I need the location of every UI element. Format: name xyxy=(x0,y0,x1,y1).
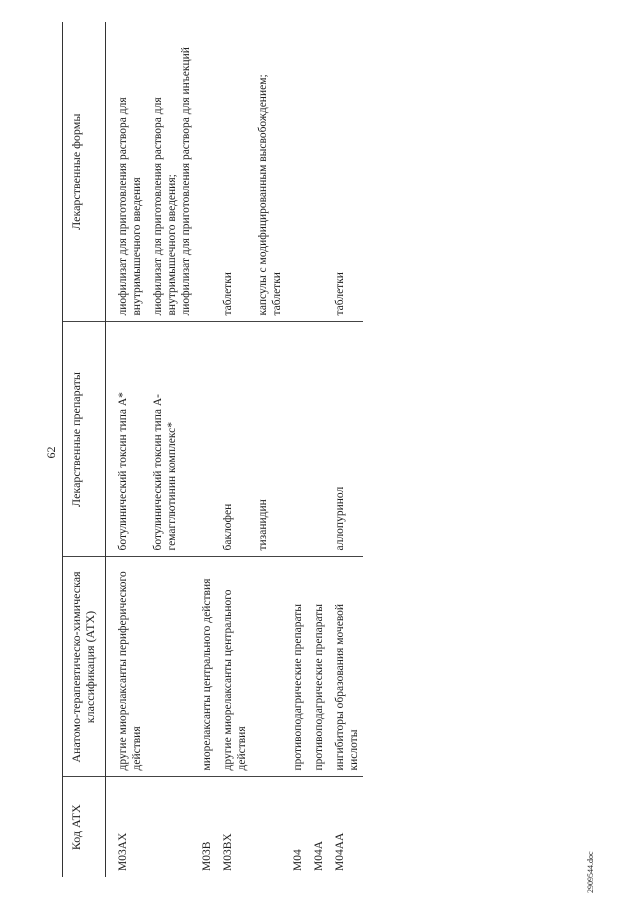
classification-cell: другие миорелаксанты центрального действия xyxy=(216,557,251,777)
atc-table xyxy=(62,22,363,877)
forms-cell xyxy=(251,22,286,322)
table-row xyxy=(251,22,286,877)
page-number: 62 xyxy=(44,446,58,459)
classification-cell: противоподагрические препараты xyxy=(286,557,307,777)
dosage-form: лиофилизат для приготовления раствора для внутримышечного введения; xyxy=(152,97,178,316)
code-cell: M03BX xyxy=(222,833,234,871)
document-file-id: 2909544.doc xyxy=(586,851,595,893)
classification-cell: противоподагрические препараты xyxy=(307,557,328,777)
classification-cell xyxy=(146,557,195,777)
forms-cell xyxy=(216,22,251,322)
code-cell: M03B xyxy=(201,841,213,871)
table-row xyxy=(106,22,147,877)
table-header-row xyxy=(63,22,106,877)
drug-cell: баклофен xyxy=(216,322,251,557)
code-cell: M03AX xyxy=(117,832,129,871)
forms-cell xyxy=(286,22,307,322)
dosage-form: капсулы с модифицированным высвобождением; xyxy=(257,74,269,316)
code-cell xyxy=(146,777,195,877)
dosage-form: таблетки xyxy=(222,272,234,316)
classification-cell: другие миорелаксанты периферического действия xyxy=(106,557,147,777)
forms-cell xyxy=(146,22,195,322)
table-row xyxy=(216,22,251,877)
header-classification: Анатомо-терапевтическо-химическая классификация (АТХ) xyxy=(63,557,106,777)
code-cell: M04AA xyxy=(334,832,346,871)
drug-cell xyxy=(307,322,328,557)
classification-cell: ингибиторы образования мочевой кислоты xyxy=(328,557,363,777)
drug-cell: аллопуринол xyxy=(328,322,363,557)
forms-cell xyxy=(307,22,328,322)
dosage-form: таблетки xyxy=(334,272,346,316)
code-cell: M04A xyxy=(313,840,325,871)
dosage-form: таблетки xyxy=(271,272,283,316)
classification-cell xyxy=(251,557,286,777)
code-cell xyxy=(251,777,286,877)
table-body xyxy=(106,22,364,877)
header-drugs: Лекарственные препараты xyxy=(63,322,106,557)
drug-cell: тизанидин xyxy=(251,322,286,557)
header-code: Код АТХ xyxy=(63,777,106,877)
table-row xyxy=(328,22,363,877)
dosage-form: лиофилизат для приготовления раствора для инъекций xyxy=(180,47,192,316)
table-row xyxy=(146,22,195,877)
drug-cell: ботулинический токсин типа А-гемагглютинин комплекс* xyxy=(146,322,195,557)
classification-cell: миорелаксанты центрального действия xyxy=(195,557,216,777)
drug-cell: ботулинический токсин типа А* xyxy=(106,322,147,557)
code-cell: M04 xyxy=(292,849,304,871)
forms-cell xyxy=(106,22,147,322)
dosage-form: лиофилизат для приготовления раствора для внутримышечного введения xyxy=(117,97,143,316)
table-row xyxy=(307,22,328,877)
header-forms: Лекарственные формы xyxy=(63,22,106,322)
drug-cell xyxy=(195,322,216,557)
table-row xyxy=(195,22,216,877)
drug-cell xyxy=(286,322,307,557)
forms-cell xyxy=(195,22,216,322)
table-row xyxy=(286,22,307,877)
forms-cell xyxy=(328,22,363,322)
